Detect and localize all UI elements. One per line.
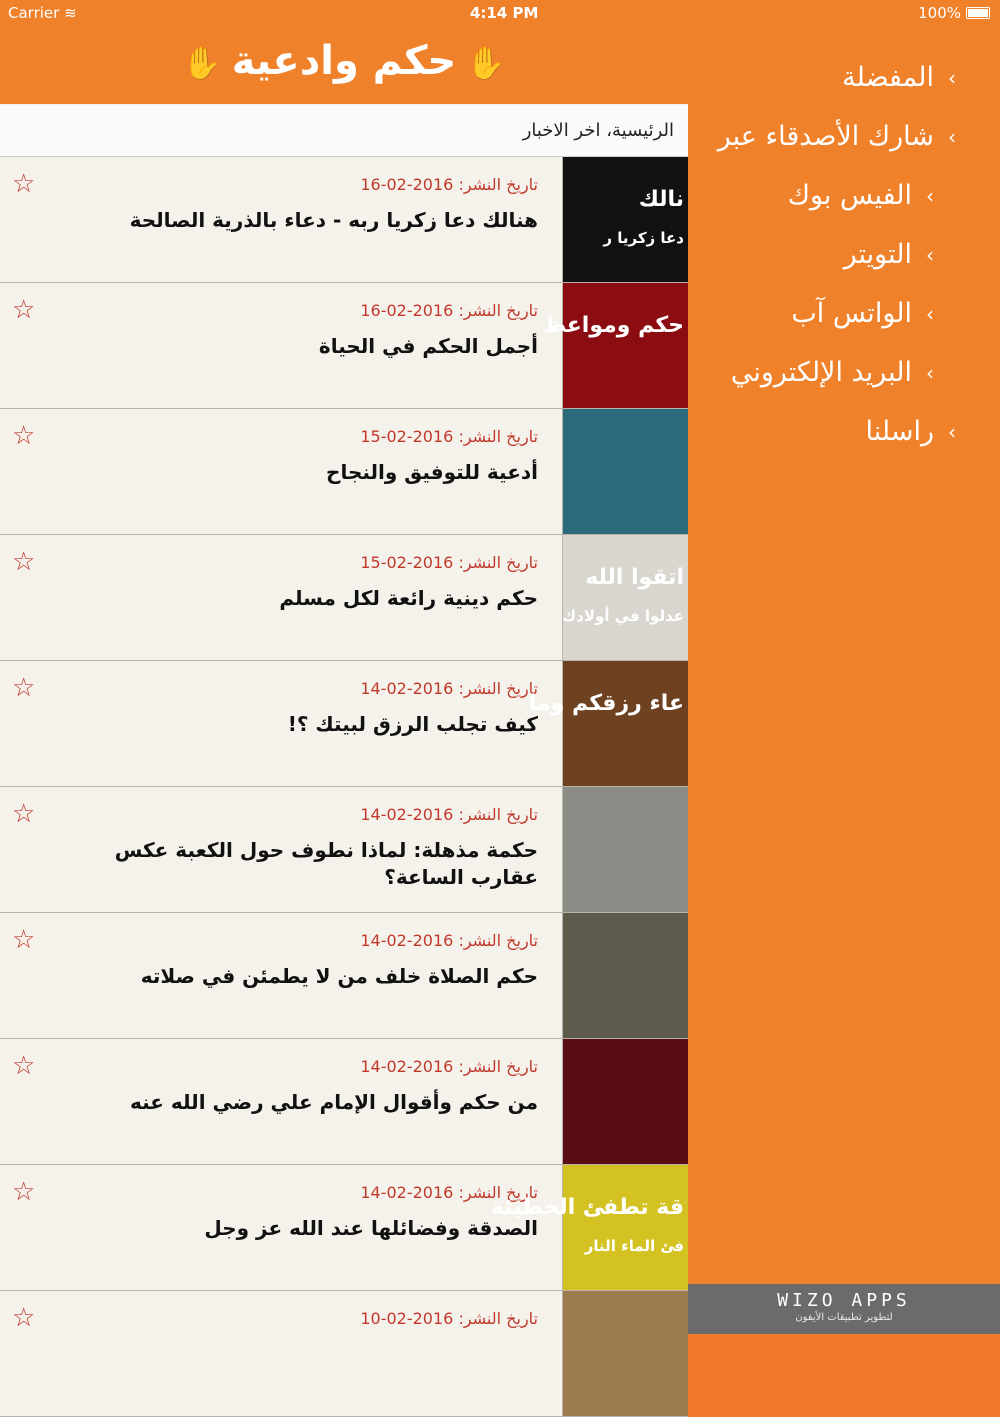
publish-date	[360, 301, 538, 320]
submenu-wrap	[844, 239, 934, 270]
publish-date	[360, 805, 538, 824]
menu-item[interactable]	[666, 48, 956, 107]
article-title: أدعية للتوفيق والنجاح	[326, 460, 538, 484]
menu-item-label: شارك الأصدقاء عبر	[717, 121, 934, 152]
article-row[interactable]	[0, 283, 688, 409]
chevron-left-icon: ‹	[926, 242, 934, 267]
article-title: الصدقة وفضائلها عند الله عز وجل	[204, 1216, 538, 1240]
date-prefix: تاريخ النشر:	[458, 553, 538, 572]
thumbnail-subtext: دعا زكريا ر	[603, 229, 684, 247]
date-prefix: تاريخ النشر:	[458, 1309, 538, 1328]
date-prefix: تاريخ النشر:	[458, 427, 538, 446]
date-value: 2016-02-10	[360, 1309, 454, 1328]
brand-tagline: لتطوير تطبيقات الأيفون	[795, 1312, 893, 1323]
article-list	[0, 157, 688, 1417]
article-title: كيف تجلب الرزق لبيتك ؟!	[287, 712, 538, 736]
battery-percent: 100%	[918, 4, 961, 22]
date-prefix: تاريخ النشر:	[458, 805, 538, 824]
publish-date	[360, 1309, 538, 1328]
article-row[interactable]	[0, 157, 688, 283]
article-title: أجمل الحكم في الحياة	[318, 334, 538, 358]
menu-item-label: التويتر	[843, 239, 912, 270]
article-row[interactable]	[0, 1165, 688, 1291]
article-row[interactable]	[0, 913, 688, 1039]
thumbnail-text: حكم ومواعظ	[543, 313, 684, 338]
date-value: 2016-02-14	[360, 931, 454, 950]
star-outline-icon[interactable]: ☆	[12, 421, 36, 451]
star-outline-icon[interactable]: ☆	[12, 799, 36, 829]
wifi-icon: ≋	[64, 4, 77, 22]
date-value: 2016-02-14	[360, 679, 454, 698]
article-title: حكم الصلاة خلف من لا يطمئن في صلاته	[140, 964, 538, 988]
date-value: 2016-02-15	[360, 427, 454, 446]
article-thumbnail	[563, 1291, 688, 1416]
thumbnail-text: عاء رزقكم وما	[528, 691, 684, 716]
chevron-left-icon: ‹	[948, 65, 956, 90]
menu-item[interactable]	[666, 225, 956, 284]
menu-item[interactable]	[666, 284, 956, 343]
publish-date	[360, 931, 538, 950]
date-prefix: تاريخ النشر:	[458, 1057, 538, 1076]
status-time: 4:14 PM	[470, 4, 539, 22]
star-outline-icon[interactable]: ☆	[12, 1177, 36, 1207]
thumbnail-subtext: عدلوا في أولادك	[562, 607, 684, 625]
hands-icon: ✋	[181, 44, 222, 82]
chevron-left-icon: ‹	[926, 183, 934, 208]
publish-date	[360, 427, 538, 446]
carrier-wrap	[8, 4, 77, 22]
submenu-wrap	[791, 298, 934, 329]
star-outline-icon[interactable]: ☆	[12, 295, 36, 325]
date-prefix: تاريخ النشر:	[458, 1183, 538, 1202]
submenu-wrap	[788, 180, 934, 211]
article-thumbnail	[563, 535, 688, 660]
thumbnail-text: نالك	[638, 187, 684, 212]
menu-list	[666, 48, 956, 461]
battery-icon	[966, 7, 990, 19]
date-value: 2016-02-16	[360, 301, 454, 320]
brand-name: WIZO APPS	[777, 1290, 911, 1311]
date-value: 2016-02-15	[360, 553, 454, 572]
publish-date	[360, 175, 538, 194]
date-prefix: تاريخ النشر:	[458, 679, 538, 698]
menu-item-label: المفضلة	[842, 62, 934, 93]
star-outline-icon[interactable]: ☆	[12, 1051, 36, 1081]
article-title: حكمة مذهلة: لماذا نطوف حول الكعبة عكس عقارب الساعة؟	[114, 838, 538, 889]
article-thumbnail	[563, 787, 688, 912]
breadcrumb: الرئيسية، اخر الاخبار	[0, 105, 688, 157]
article-thumbnail	[563, 913, 688, 1038]
date-prefix: تاريخ النشر:	[458, 931, 538, 950]
date-value: 2016-02-14	[360, 1183, 454, 1202]
star-outline-icon[interactable]: ☆	[12, 169, 36, 199]
status-bar	[0, 0, 1000, 28]
article-row[interactable]	[0, 409, 688, 535]
menu-item-label: الواتس آب	[791, 298, 912, 329]
publish-date	[360, 679, 538, 698]
chevron-left-icon: ‹	[948, 419, 956, 444]
submenu-wrap	[731, 357, 934, 388]
date-value: 2016-02-14	[360, 1057, 454, 1076]
article-row[interactable]	[0, 1291, 688, 1417]
date-value: 2016-02-14	[360, 805, 454, 824]
menu-item-label: راسلنا	[865, 416, 934, 447]
menu-item[interactable]	[666, 402, 956, 461]
article-row[interactable]	[0, 787, 688, 913]
thumbnail-text: قة تطفئ الخطيئة	[490, 1195, 684, 1220]
publish-date	[360, 1057, 538, 1076]
thumbnail-text: اتقوا الله	[585, 565, 684, 590]
hands-icon: ✋	[466, 44, 507, 82]
star-outline-icon[interactable]: ☆	[12, 547, 36, 577]
star-outline-icon[interactable]: ☆	[12, 1303, 36, 1333]
star-outline-icon[interactable]: ☆	[12, 673, 36, 703]
menu-item[interactable]	[666, 107, 956, 166]
date-prefix: تاريخ النشر:	[458, 301, 538, 320]
article-title: حكم دينية رائعة لكل مسلم	[279, 586, 538, 610]
date-prefix: تاريخ النشر:	[458, 175, 538, 194]
chevron-left-icon: ‹	[926, 301, 934, 326]
brand-banner[interactable]	[688, 1284, 1000, 1334]
chevron-left-icon: ‹	[926, 360, 934, 385]
battery-wrap	[918, 4, 990, 22]
article-row[interactable]	[0, 661, 688, 787]
menu-item-label: الفيس بوك	[787, 180, 912, 211]
article-thumbnail	[563, 1039, 688, 1164]
article-title: هنالك دعا زكريا ربه - دعاء بالذرية الصالحة	[129, 208, 538, 232]
thumbnail-subtext: فئ الماء النار	[584, 1237, 684, 1255]
article-row[interactable]	[0, 1039, 688, 1165]
side-menu	[688, 0, 1000, 1334]
nav-title: حكم وادعية	[231, 38, 457, 84]
article-thumbnail	[528, 661, 688, 786]
menu-item[interactable]	[666, 166, 956, 225]
date-value: 2016-02-16	[360, 175, 454, 194]
menu-item[interactable]	[666, 343, 956, 402]
publish-date	[360, 553, 538, 572]
chevron-left-icon: ‹	[948, 124, 956, 149]
menu-item-label: البريد الإلكتروني	[730, 357, 912, 388]
nav-title-wrap	[0, 38, 688, 84]
article-title: من حكم وأقوال الإمام علي رضي الله عنه	[129, 1090, 538, 1114]
carrier-label: Carrier	[8, 4, 60, 22]
star-outline-icon[interactable]: ☆	[12, 925, 36, 955]
article-row[interactable]	[0, 535, 688, 661]
